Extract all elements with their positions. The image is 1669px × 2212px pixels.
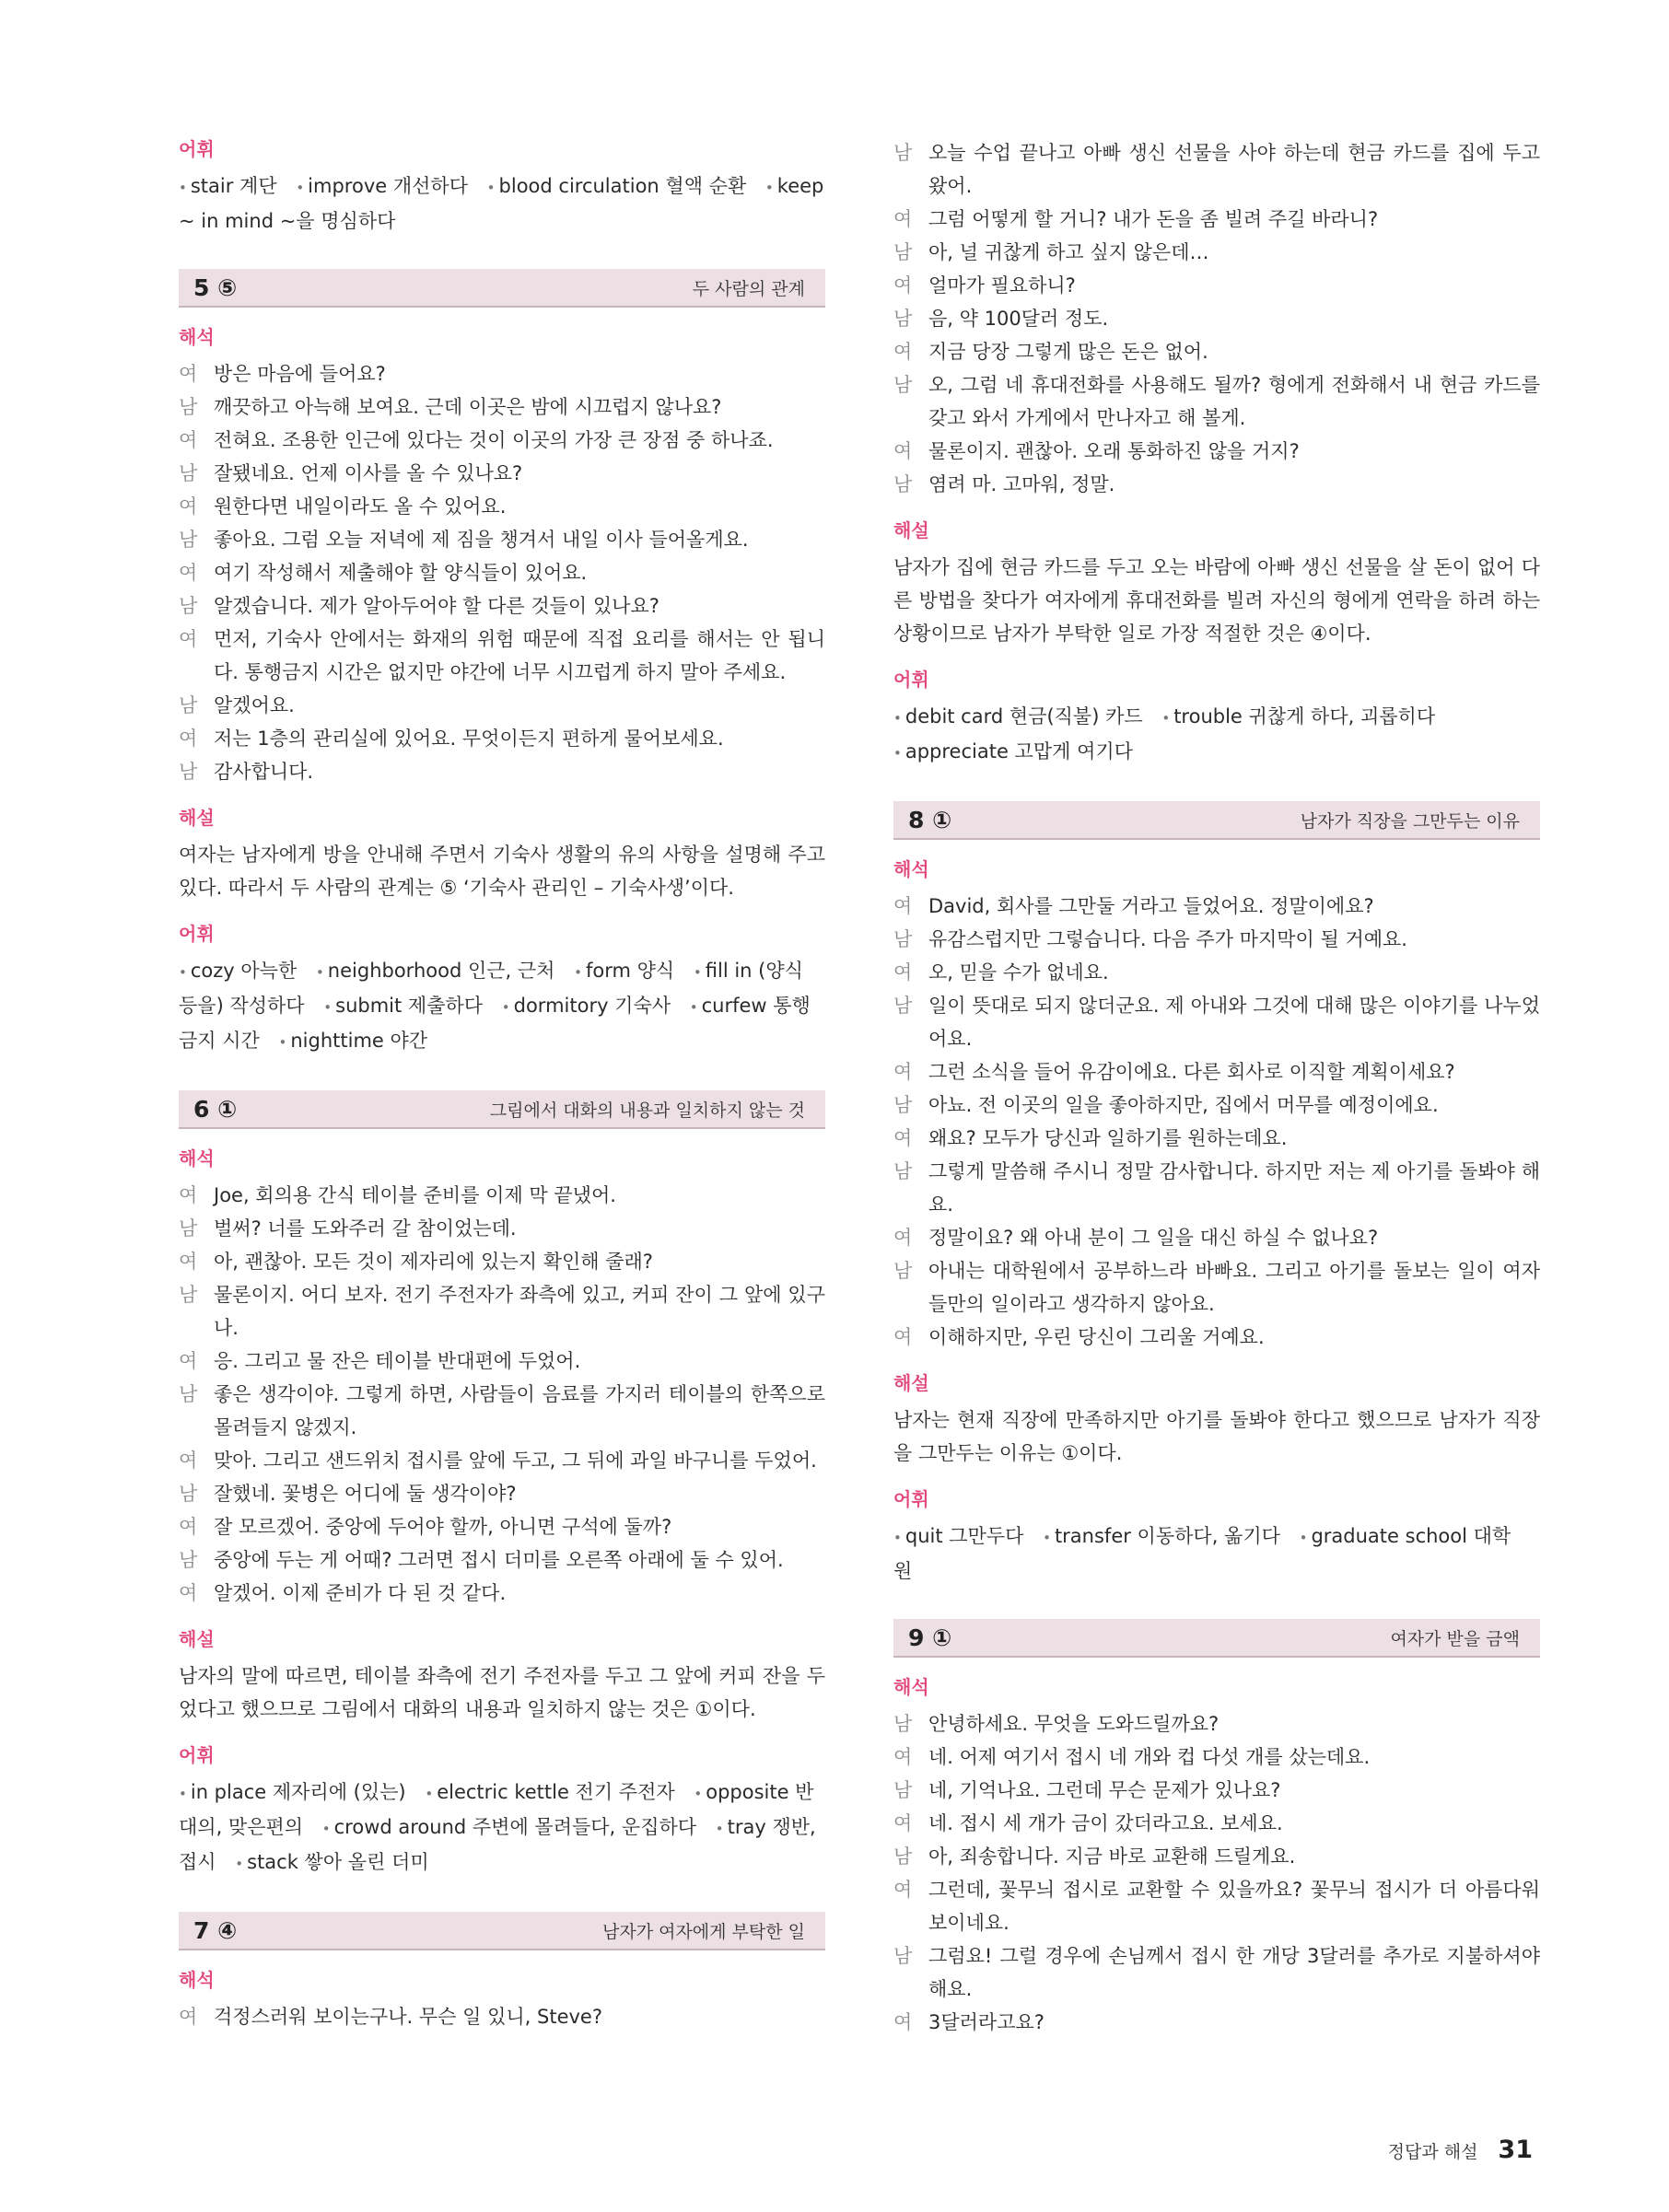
question-header-6 xyxy=(179,1090,825,1129)
dialogue-text: 유감스럽지만 그렇습니다. 다음 주가 마지막이 될 거예요. xyxy=(928,928,1407,950)
vocab-term: • improve 개선하다 xyxy=(296,175,468,197)
explanation-label: 해설 xyxy=(893,1372,929,1394)
question-header-5 xyxy=(179,269,825,308)
dialogue-line xyxy=(893,989,1540,1055)
dialogue-line xyxy=(179,424,825,457)
vocab-term: • form 양식 xyxy=(574,960,674,982)
vocab-term: • nighttime 야간 xyxy=(279,1030,428,1052)
question-topic: 그림에서 대화의 내용과 일치하지 않는 것 xyxy=(489,1100,805,1121)
speaker-marker: 남 xyxy=(179,1549,198,1571)
explanation-text: 남자의 말에 따르면, 테이블 좌측에 전기 주전자를 두고 그 앞에 커피 잔을 두었다고 했으므로 그림에서 대화의 내용과 일치하지 않는 것은 ①이다. xyxy=(179,1665,825,1720)
dialogue-text: 네. 어제 여기서 접시 네 개와 컵 다섯 개를 샀는데요. xyxy=(928,1746,1371,1768)
dialogue xyxy=(179,357,825,788)
dialogue-text: 전혀요. 조용한 인근에 있다는 것이 이곳의 가장 큰 장점 중 하나죠. xyxy=(214,429,774,451)
speaker-marker: 여 xyxy=(179,1184,198,1206)
speaker-marker: 남 xyxy=(179,1383,198,1405)
dialogue-text: 맞아. 그리고 샌드위치 접시를 앞에 두고, 그 뒤에 과일 바구니를 두었어. xyxy=(214,1449,817,1472)
dialogue-text: 아, 널 귀찮게 하고 싶지 않은데… xyxy=(928,241,1209,263)
dialogue-text: 잘됐네요. 언제 이사를 올 수 있나요? xyxy=(214,462,523,484)
vocab-term: • in place 제자리에 (있는) xyxy=(179,1781,406,1803)
speaker-marker: 여 xyxy=(893,1326,913,1348)
dialogue-line xyxy=(893,1089,1540,1122)
vocab-term: • fill in (양식 등을) 작성하다 xyxy=(179,960,803,1017)
vocab-term: • electric kettle 전기 주전자 xyxy=(425,1781,674,1803)
vocab-label: 어휘 xyxy=(179,138,215,160)
dialogue-text: 안녕하세요. 무엇을 도와드릴까요? xyxy=(928,1713,1220,1735)
dialogue-line xyxy=(179,1378,825,1444)
dialogue-text: 네, 기억나요. 그런데 무슨 문제가 있나요? xyxy=(928,1779,1281,1801)
vocab-term: • curfew 통행금지 시간 xyxy=(179,995,811,1052)
speaker-marker: 남 xyxy=(893,1260,913,1282)
dialogue-line xyxy=(179,1444,825,1477)
page-footer xyxy=(1388,2136,1533,2164)
dialogue-line xyxy=(893,890,1540,923)
dialogue-text: 염려 마. 고마워, 정말. xyxy=(928,473,1115,495)
dialogue-text: 그렇게 말씀해 주시니 정말 감사합니다. 하지만 저는 제 아기를 돌봐야 해요. xyxy=(928,1160,1540,1216)
dialogue-line xyxy=(179,1543,825,1577)
speaker-marker: 여 xyxy=(893,961,913,984)
question-topic: 남자가 직장을 그만두는 이유 xyxy=(1300,810,1520,832)
dialogue-line xyxy=(893,335,1540,368)
speaker-marker: 여 xyxy=(893,208,913,230)
dialogue-text: 벌써? 너를 도와주러 갈 참이었는데. xyxy=(214,1217,517,1240)
question-header-7 xyxy=(179,1912,825,1950)
dialogue-text: 방은 마음에 들어요? xyxy=(214,363,386,385)
speaker-marker: 여 xyxy=(893,440,913,462)
dialogue-line xyxy=(893,1840,1540,1873)
speaker-marker: 여 xyxy=(179,1516,198,1538)
vocab-term: • graduate school 대학원 xyxy=(893,1525,1511,1582)
dialogue-line xyxy=(893,1740,1540,1774)
dialogue-text: 아내는 대학원에서 공부하느라 바빠요. 그리고 아기를 돌보는 일이 여자들만의 일이라고 생각하지 않아요. xyxy=(928,1260,1540,1315)
dialogue-text: 걱정스러워 보이는구나. 무슨 일 있니, Steve? xyxy=(214,2006,602,2028)
dialogue-line xyxy=(893,1873,1540,1939)
vocab-label: 어휘 xyxy=(893,1488,929,1510)
vocab-term: • quit 그만두다 xyxy=(893,1525,1023,1547)
dialogue-text: 잘 모르겠어. 중앙에 두어야 할까, 아니면 구석에 둘까? xyxy=(214,1516,672,1538)
question-number: 7 ④ xyxy=(193,1916,238,1944)
vocab-term: • appreciate 고맙게 여기다 xyxy=(893,740,1133,763)
question-number: 5 ⑤ xyxy=(193,274,238,301)
speaker-marker: 남 xyxy=(893,374,913,396)
dialogue xyxy=(893,890,1540,1354)
dialogue-text: 네. 접시 세 개가 금이 갔더라고요. 보세요. xyxy=(928,1812,1283,1834)
speaker-marker: 남 xyxy=(179,1284,198,1306)
dialogue-line xyxy=(893,1221,1540,1254)
speaker-marker: 남 xyxy=(893,995,913,1017)
speaker-marker: 여 xyxy=(893,1746,913,1768)
dialogue-text: 알겠어요. xyxy=(214,694,295,716)
dialogue-line xyxy=(179,523,825,556)
dialogue-text: 오늘 수업 끝나고 아빠 생신 선물을 사야 하는데 현금 카드를 집에 두고 왔어. xyxy=(928,142,1540,197)
translation-label: 해석 xyxy=(893,858,929,880)
speaker-marker: 남 xyxy=(893,1945,913,1967)
speaker-marker: 여 xyxy=(179,2006,198,2028)
dialogue-line xyxy=(179,755,825,788)
dialogue-text: 감사합니다. xyxy=(214,761,314,783)
speaker-marker: 여 xyxy=(179,1251,198,1273)
dialogue xyxy=(179,2000,825,2033)
vocab-term: • dormitory 기숙사 xyxy=(502,995,671,1017)
explanation-text: 남자가 집에 현금 카드를 두고 오는 바람에 아빠 생신 선물을 살 돈이 없어 다른 방법을 찾다가 여자에게 휴대전화를 빌려 자신의 형에게 연락을 하려 하는 상황이므로 남자가 부탁한 일로 가장 적절한 것은 ④이다. xyxy=(893,556,1540,645)
translation-label: 해석 xyxy=(893,1676,929,1698)
dialogue-line xyxy=(179,490,825,523)
dialogue-line xyxy=(893,468,1540,501)
dialogue-text: 여기 작성해서 제출해야 할 양식들이 있어요. xyxy=(214,562,588,584)
dialogue-text: 아, 죄송합니다. 지금 바로 교환해 드릴게요. xyxy=(928,1845,1296,1868)
dialogue-line xyxy=(893,302,1540,335)
vocab-term: • keep ~ in mind ~을 명심하다 xyxy=(179,175,823,232)
dialogue-line xyxy=(179,457,825,490)
question-topic: 두 사람의 관계 xyxy=(692,278,805,299)
speaker-marker: 남 xyxy=(893,308,913,330)
dialogue xyxy=(893,1707,1540,2039)
dialogue-line xyxy=(179,1245,825,1278)
explanation-label: 해설 xyxy=(893,519,929,541)
dialogue-text: 일이 뜻대로 되지 않더군요. 제 아내와 그것에 대해 많은 이야기를 나누었어요. xyxy=(928,995,1540,1050)
explanation-text: 남자는 현재 직장에 만족하지만 아기를 돌봐야 한다고 했으므로 남자가 직장을 그만두는 이유는 ①이다. xyxy=(893,1409,1540,1464)
vocab-term: • submit 제출하다 xyxy=(323,995,483,1017)
vocab-list xyxy=(893,1519,1540,1588)
dialogue-line xyxy=(893,1055,1540,1089)
dialogue-line xyxy=(179,623,825,689)
dialogue-line xyxy=(893,923,1540,956)
speaker-marker: 남 xyxy=(179,396,198,418)
dialogue-text: 물론이지. 괜찮아. 오래 통화하진 않을 거지? xyxy=(928,440,1300,462)
dialogue xyxy=(179,1179,825,1610)
vocab-term: • opposite 반대의, 맞은편의 xyxy=(179,1781,813,1838)
vocab-term: • tray 쟁반, 접시 xyxy=(179,1816,816,1873)
vocab-list xyxy=(179,1775,825,1880)
speaker-marker: 여 xyxy=(179,728,198,750)
speaker-marker: 남 xyxy=(893,928,913,950)
dialogue-line xyxy=(179,1577,825,1610)
left-column xyxy=(179,136,825,2033)
vocab-list xyxy=(179,169,825,238)
translation-label: 해석 xyxy=(179,1969,215,1991)
speaker-marker: 여 xyxy=(893,341,913,363)
speaker-marker: 여 xyxy=(893,1127,913,1149)
explanation-label: 해설 xyxy=(179,807,215,829)
dialogue-text: 중앙에 두는 게 어때? 그러면 접시 더미를 오른쪽 아래에 둘 수 있어. xyxy=(214,1549,784,1571)
dialogue-text: 오, 그럼 네 휴대전화를 사용해도 될까? 형에게 전화해서 내 현금 카드를 갖고 와서 가게에서 만나자고 해 볼게. xyxy=(928,374,1540,429)
dialogue-text: 알겠어. 이제 준비가 다 된 것 같다. xyxy=(214,1582,507,1604)
dialogue-line xyxy=(893,1321,1540,1354)
dialogue-text: 그런데, 꽃무늬 접시로 교환할 수 있을까요? 꽃무늬 접시가 더 아름다워 보이네요. xyxy=(928,1879,1540,1934)
dialogue-line xyxy=(179,556,825,589)
explanation-text: 여자는 남자에게 방을 안내해 주면서 기숙사 생활의 유의 사항을 설명해 주고 있다. 따라서 두 사람의 관계는 ⑤ ‘기숙사 관리인 – 기숙사생’이다. xyxy=(179,844,825,899)
dialogue-line xyxy=(893,368,1540,435)
speaker-marker: 여 xyxy=(893,895,913,917)
speaker-marker: 남 xyxy=(893,1160,913,1182)
dialogue-line xyxy=(179,2000,825,2033)
dialogue-text: 지금 당장 그렇게 많은 돈은 없어. xyxy=(928,341,1208,363)
vocab-term: • neighborhood 인근, 근처 xyxy=(316,960,555,982)
dialogue-text: 3달러라고요? xyxy=(928,2011,1045,2033)
dialogue-text: 응. 그리고 물 잔은 테이블 반대편에 두었어. xyxy=(214,1350,581,1372)
dialogue-text: 원한다면 내일이라도 올 수 있어요. xyxy=(214,495,507,518)
dialogue-text: 그럼요! 그럴 경우에 손님께서 접시 한 개당 3달러를 추가로 지불하셔야 해요. xyxy=(928,1945,1540,2000)
speaker-marker: 여 xyxy=(893,274,913,297)
speaker-marker: 남 xyxy=(179,462,198,484)
speaker-marker: 여 xyxy=(893,1879,913,1901)
vocab-label: 어휘 xyxy=(179,923,215,945)
dialogue-text: 음, 약 100달러 정도. xyxy=(928,308,1109,330)
dialogue-line xyxy=(179,390,825,424)
dialogue-line xyxy=(179,357,825,390)
question-header-8 xyxy=(893,801,1540,840)
vocab-term: • debit card 현금(직불) 카드 xyxy=(893,705,1143,728)
dialogue-text: Joe, 회의용 간식 테이블 준비를 이제 막 끝냈어. xyxy=(214,1184,616,1206)
dialogue-text: 알겠습니다. 제가 알아두어야 할 다른 것들이 있나요? xyxy=(214,595,659,617)
vocab-term: • trouble 귀찮게 하다, 괴롭히다 xyxy=(1161,705,1435,728)
footer-title: 정답과 해설 xyxy=(1387,2142,1478,2162)
dialogue-line xyxy=(893,1774,1540,1807)
speaker-marker: 여 xyxy=(179,363,198,385)
speaker-marker: 남 xyxy=(179,694,198,716)
dialogue-line xyxy=(893,1254,1540,1321)
page-number: 31 xyxy=(1498,2136,1533,2164)
speaker-marker: 여 xyxy=(179,562,198,584)
vocab-list xyxy=(893,700,1540,770)
speaker-marker: 여 xyxy=(179,628,198,650)
vocab-term: • blood circulation 혈액 순환 xyxy=(487,175,747,197)
speaker-marker: 여 xyxy=(179,1582,198,1604)
speaker-marker: 남 xyxy=(893,1845,913,1868)
dialogue-text: 그럼 어떻게 할 거니? 내가 돈을 좀 빌려 주길 바라니? xyxy=(928,208,1379,230)
explanation-label: 해설 xyxy=(179,1628,215,1650)
dialogue-line xyxy=(893,136,1540,203)
question-topic: 남자가 여자에게 부탁한 일 xyxy=(601,1921,805,1942)
dialogue-text: 얼마가 필요하니? xyxy=(928,274,1076,297)
speaker-marker: 여 xyxy=(179,495,198,518)
speaker-marker: 여 xyxy=(893,2011,913,2033)
dialogue-line xyxy=(893,956,1540,989)
right-column xyxy=(893,136,1540,2039)
dialogue-text: 잘했네. 꽃병은 어디에 둘 생각이야? xyxy=(214,1483,517,1505)
speaker-marker: 여 xyxy=(893,1227,913,1249)
translation-label: 해석 xyxy=(179,326,215,348)
vocab-term: • cozy 아늑한 xyxy=(179,960,297,982)
speaker-marker: 남 xyxy=(893,1779,913,1801)
speaker-marker: 남 xyxy=(179,1483,198,1505)
dialogue-line xyxy=(179,1477,825,1510)
speaker-marker: 남 xyxy=(179,595,198,617)
dialogue-line xyxy=(179,689,825,722)
vocab-term: • stack 쌓아 올린 더미 xyxy=(235,1851,428,1873)
dialogue-text: 왜요? 모두가 당신과 일하기를 원하는데요. xyxy=(928,1127,1288,1149)
dialogue-line xyxy=(179,1345,825,1378)
dialogue-line xyxy=(893,2006,1540,2039)
speaker-marker: 여 xyxy=(179,1350,198,1372)
speaker-marker: 남 xyxy=(893,1094,913,1116)
dialogue-line xyxy=(893,203,1540,236)
vocab-term: • stair 계단 xyxy=(179,175,277,197)
question-topic: 여자가 받을 금액 xyxy=(1390,1628,1520,1649)
dialogue-line xyxy=(893,1155,1540,1221)
dialogue-line xyxy=(179,722,825,755)
translation-label: 해석 xyxy=(179,1147,215,1170)
vocab-term: • crowd around 주변에 몰려들다, 운집하다 xyxy=(322,1816,696,1838)
dialogue-text: 먼저, 기숙사 안에서는 화재의 위험 때문에 직접 요리를 해서는 안 됩니다. 통행금지 시간은 없지만 야간에 너무 시끄럽게 하지 말아 주세요. xyxy=(214,628,825,683)
dialogue-text: 그런 소식을 들어 유감이에요. 다른 회사로 이직할 계획이세요? xyxy=(928,1061,1455,1083)
speaker-marker: 남 xyxy=(893,1713,913,1735)
speaker-marker: 남 xyxy=(179,1217,198,1240)
vocab-list xyxy=(179,954,825,1059)
dialogue-text: 아, 괜찮아. 모든 것이 제자리에 있는지 확인해 줄래? xyxy=(214,1251,653,1273)
dialogue-line xyxy=(179,1510,825,1543)
dialogue-text: 이해하지만, 우린 당신이 그리울 거예요. xyxy=(928,1326,1265,1348)
question-number: 9 ① xyxy=(908,1624,952,1651)
speaker-marker: 남 xyxy=(893,473,913,495)
dialogue-line xyxy=(179,589,825,623)
speaker-marker: 남 xyxy=(893,241,913,263)
dialogue-line xyxy=(179,1179,825,1212)
speaker-marker: 여 xyxy=(893,1812,913,1834)
question-header-9 xyxy=(893,1619,1540,1658)
dialogue-text: 깨끗하고 아늑해 보여요. 근데 이곳은 밤에 시끄럽지 않나요? xyxy=(214,396,722,418)
vocab-term: • transfer 이동하다, 옮기다 xyxy=(1043,1525,1280,1547)
dialogue-line xyxy=(893,1939,1540,2006)
dialogue-text: 정말이요? 왜 아내 분이 그 일을 대신 하실 수 없나요? xyxy=(928,1227,1379,1249)
speaker-marker: 남 xyxy=(893,142,913,164)
vocab-label: 어휘 xyxy=(893,669,929,691)
dialogue-line xyxy=(179,1278,825,1345)
dialogue-line xyxy=(893,236,1540,269)
dialogue-line xyxy=(893,269,1540,302)
speaker-marker: 여 xyxy=(893,1061,913,1083)
dialogue-text: 아뇨. 전 이곳의 일을 좋아하지만, 집에서 머무를 예정이에요. xyxy=(928,1094,1439,1116)
question-number: 8 ① xyxy=(908,806,952,833)
dialogue-text: 오, 믿을 수가 없네요. xyxy=(928,961,1109,984)
speaker-marker: 여 xyxy=(179,1449,198,1472)
dialogue-text: 좋아요. 그럼 오늘 저녁에 제 짐을 챙겨서 내일 이사 들어올게요. xyxy=(214,529,749,551)
speaker-marker: 남 xyxy=(179,761,198,783)
dialogue-text: 저는 1층의 관리실에 있어요. 무엇이든지 편하게 물어보세요. xyxy=(214,728,724,750)
dialogue-line xyxy=(893,1707,1540,1740)
dialogue-text: 물론이지. 어디 보자. 전기 주전자가 좌측에 있고, 커피 잔이 그 앞에 있구나. xyxy=(214,1284,825,1339)
vocab-label: 어휘 xyxy=(179,1744,215,1766)
dialogue-text: David, 회사를 그만둘 거라고 들었어요. 정말이에요? xyxy=(928,895,1374,917)
dialogue-line xyxy=(893,1807,1540,1840)
speaker-marker: 여 xyxy=(179,429,198,451)
speaker-marker: 남 xyxy=(179,529,198,551)
question-number: 6 ① xyxy=(193,1095,238,1123)
dialogue-line xyxy=(893,435,1540,468)
dialogue xyxy=(893,136,1540,501)
dialogue-line xyxy=(893,1122,1540,1155)
dialogue-line xyxy=(179,1212,825,1245)
dialogue-text: 좋은 생각이야. 그렇게 하면, 사람들이 음료를 가지러 테이블의 한쪽으로 몰려들지 않겠지. xyxy=(214,1383,825,1438)
